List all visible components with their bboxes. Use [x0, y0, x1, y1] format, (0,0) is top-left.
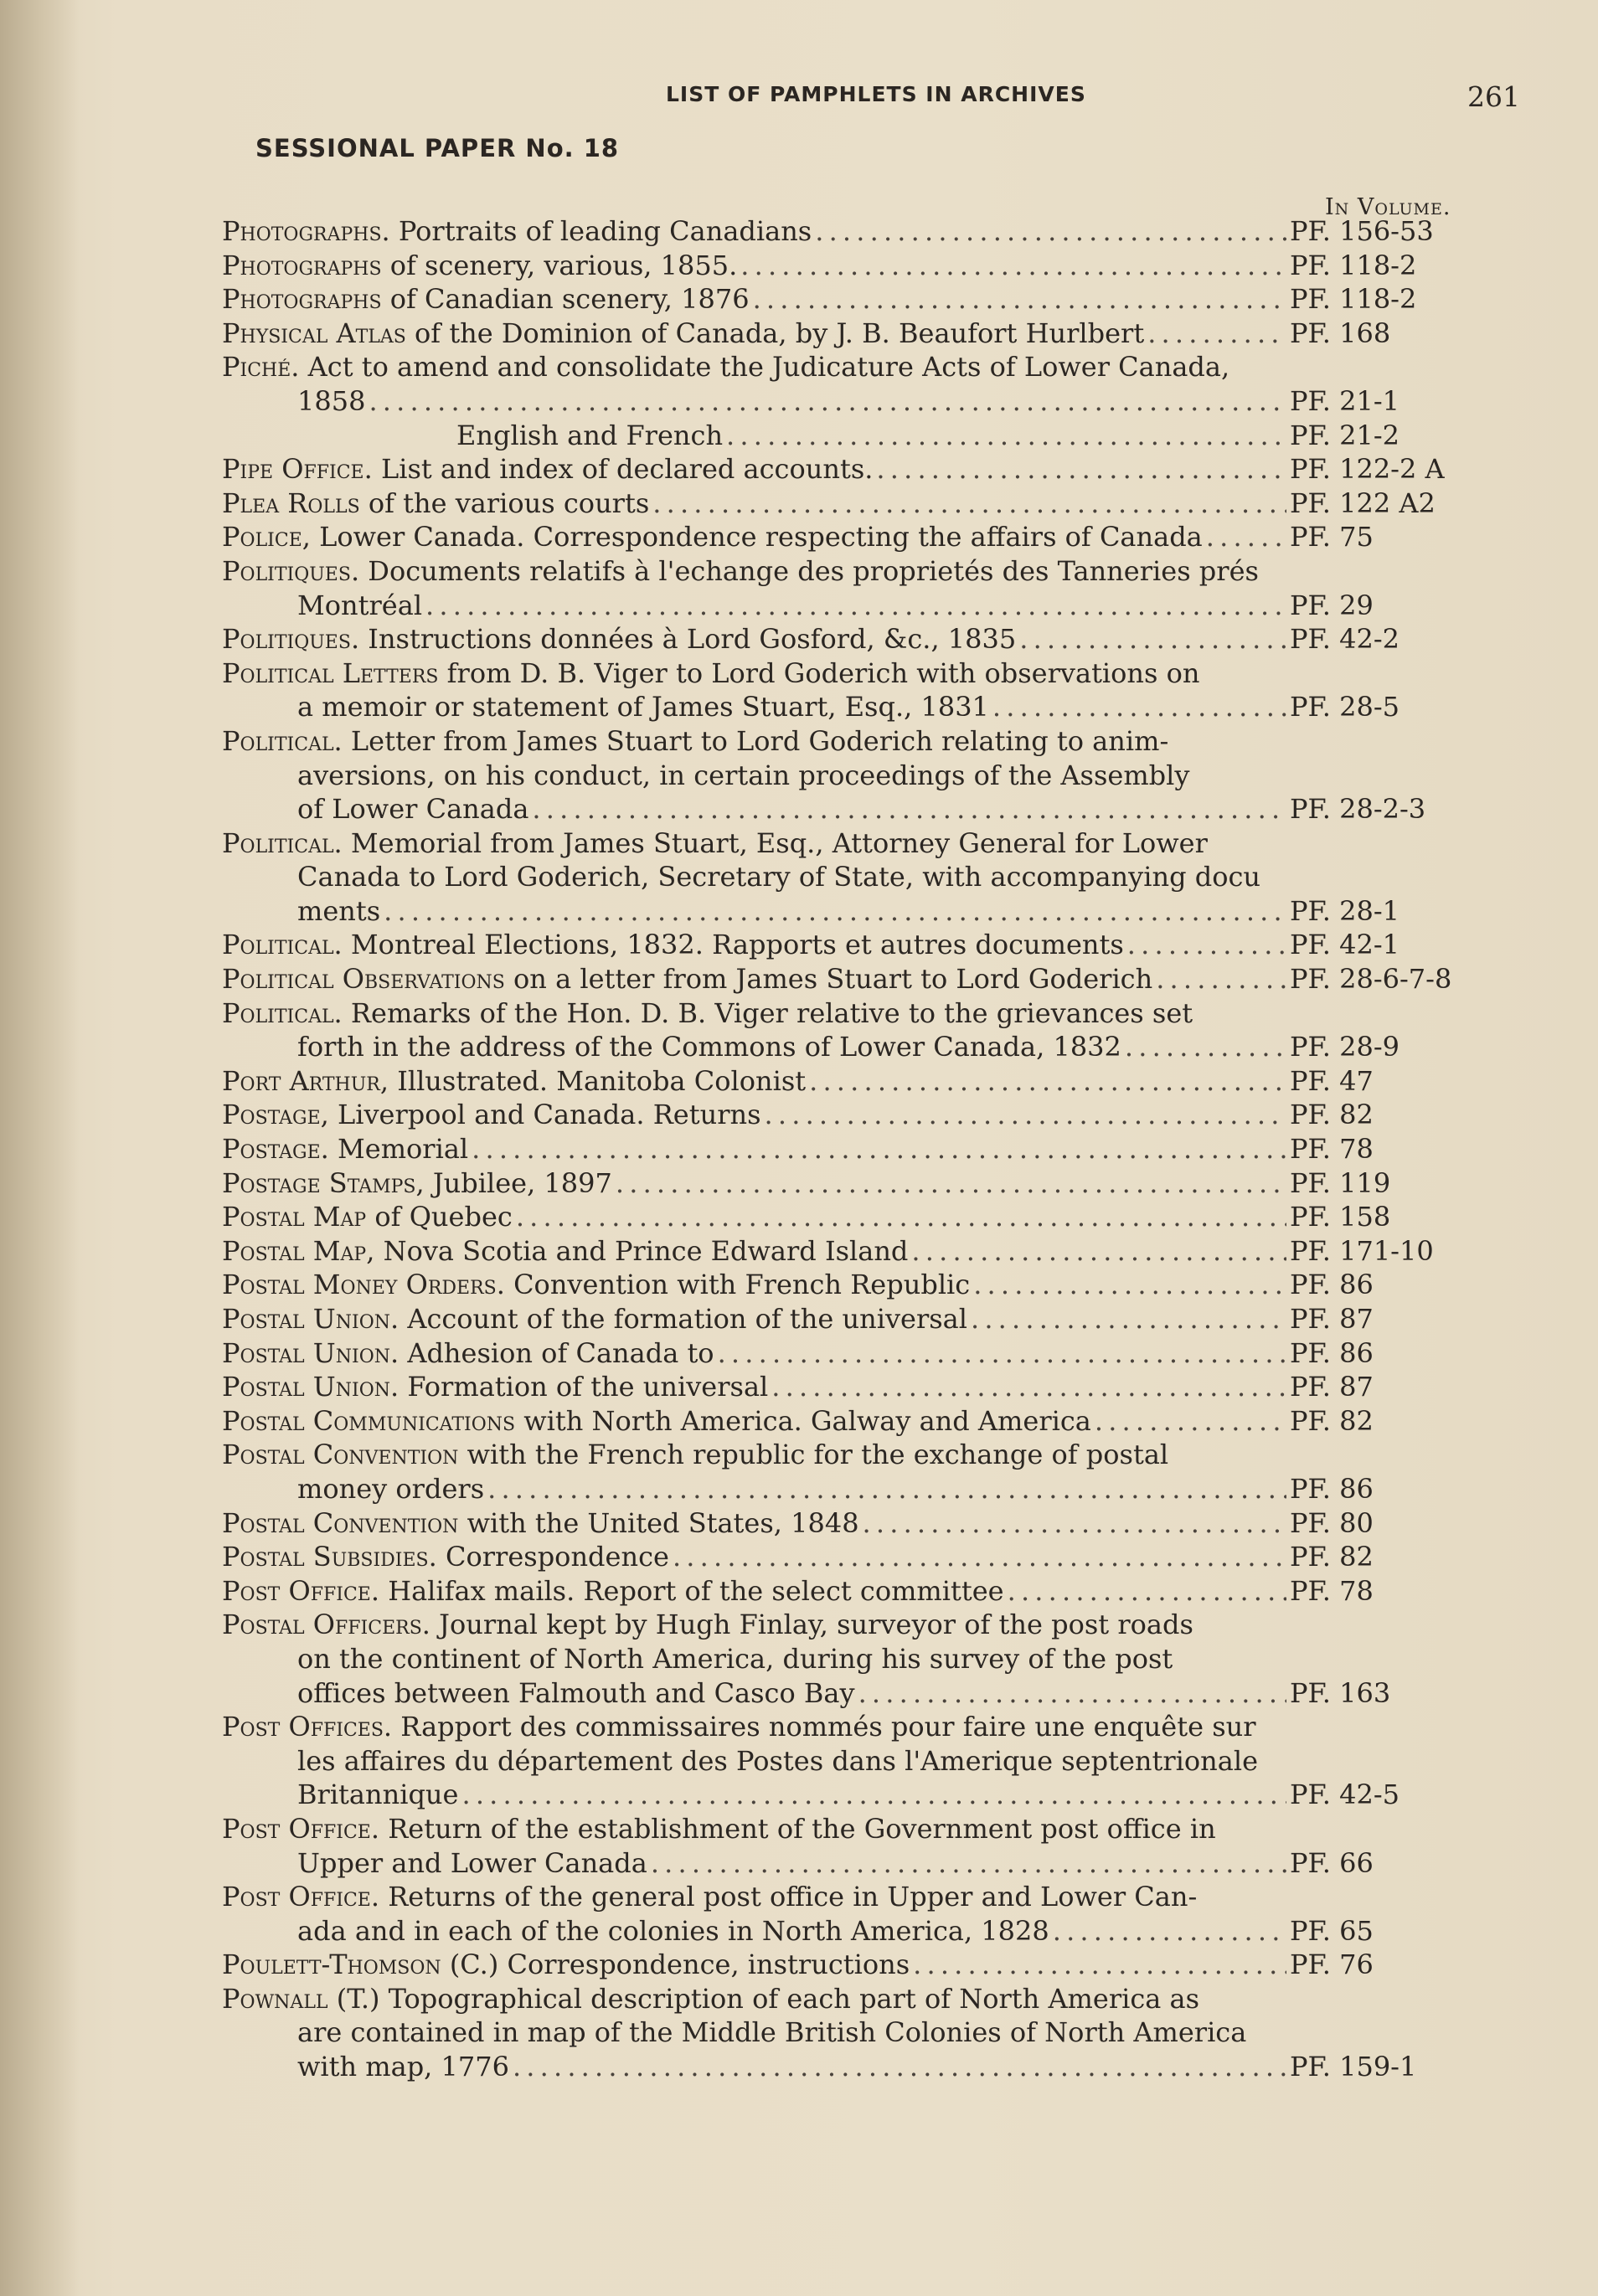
- volume-reference: PF. 42-1: [1290, 929, 1400, 961]
- entry-line: [222, 928, 1508, 962]
- list-entry: [222, 1812, 1508, 1880]
- entry-heading: Political Observations: [222, 963, 505, 996]
- volume-reference: PF. 29: [1290, 589, 1374, 621]
- list-entry: [222, 419, 1508, 453]
- volume-reference: PF. 42-5: [1290, 1779, 1400, 1811]
- pamphlet-list: [222, 214, 1508, 2084]
- entry-text: Montréal: [297, 589, 423, 621]
- entry-text: Halifax mails. Report of the select committee: [379, 1574, 1004, 1607]
- entry-text: Canada to Lord Goderich, Secretary of State, with accompanying docu: [297, 861, 1261, 893]
- entry-line: [222, 996, 1508, 1031]
- page-number: 261: [1467, 80, 1520, 113]
- list-entry: [222, 1506, 1508, 1541]
- entry-text: of Quebec: [366, 1201, 513, 1233]
- entry-line: [222, 1608, 1508, 1642]
- entry-text: Illustrated. Manitoba Colonist: [389, 1064, 807, 1097]
- volume-reference: PF. 119: [1290, 1166, 1391, 1199]
- entry-text: Memorial from James Stuart, Esq., Attorney General for Lower: [342, 826, 1208, 859]
- volume-reference: PF. 158: [1290, 1201, 1391, 1233]
- entry-text: Nova Scotia and Prince Edward Island: [374, 1234, 909, 1267]
- entry-line: [222, 1132, 1508, 1166]
- list-entry: [222, 317, 1508, 351]
- entry-heading: Politiques.: [222, 554, 360, 587]
- entry-text: of the Dominion of Canada, by J. B. Beaufort Hurlbert: [405, 317, 1145, 349]
- dot-leader: [973, 1268, 1286, 1302]
- entry-line: [222, 486, 1508, 521]
- volume-reference: PF. 66: [1290, 1846, 1374, 1879]
- volume-reference: PF. 21-2: [1290, 419, 1400, 451]
- entry-heading: Postal Subsidies.: [222, 1541, 437, 1573]
- volume-reference: PF. 118-2: [1290, 283, 1417, 316]
- entry-heading: Post Office.: [222, 1574, 380, 1607]
- dot-leader: [858, 1676, 1286, 1711]
- dot-leader: [1156, 962, 1286, 996]
- entry-line: [222, 826, 1508, 861]
- entry-text: with the United States, 1848: [458, 1506, 859, 1539]
- entry-text: les affaires du département des Postes dans l'Amerique septentrionale: [297, 1744, 1258, 1777]
- volume-reference: PF. 28-6-7-8: [1290, 963, 1452, 996]
- entry-heading: Photographs.: [222, 215, 390, 247]
- entry-heading: Postal Officers.: [222, 1609, 430, 1641]
- dot-leader: [673, 1540, 1286, 1574]
- list-entry: [222, 1982, 1508, 2084]
- entry-line: [222, 690, 1508, 724]
- entry-heading: Postal Union.: [222, 1303, 400, 1335]
- entry-heading: Post Office.: [222, 1812, 380, 1845]
- volume-reference: PF. 86: [1290, 1336, 1374, 1369]
- entry-line: [222, 1472, 1508, 1506]
- entry-line: [222, 1846, 1508, 1881]
- entry-heading: Poulett-Thomson (C.): [222, 1949, 499, 1981]
- dot-leader: [1147, 317, 1286, 351]
- volume-reference: PF. 42-2: [1290, 623, 1400, 656]
- volume-reference: PF. 171-10: [1290, 1234, 1434, 1267]
- dot-leader: [532, 792, 1286, 826]
- entry-heading: Post Office.: [222, 1881, 380, 1913]
- entry-text: ments: [297, 894, 381, 927]
- entry-line: [222, 656, 1508, 691]
- entry-line: [222, 384, 1508, 419]
- dot-leader: [425, 589, 1286, 623]
- entry-line: [222, 1030, 1508, 1064]
- entry-line: [222, 589, 1508, 623]
- volume-reference: PF. 28-5: [1290, 691, 1400, 723]
- entry-line: [222, 419, 1508, 453]
- list-entry: [222, 1608, 1508, 1710]
- entry-heading: Photographs: [222, 249, 382, 281]
- entry-text: of Lower Canada: [297, 793, 529, 826]
- dot-leader: [1008, 1574, 1286, 1609]
- list-entry: [222, 1302, 1508, 1336]
- volume-reference: PF. 122 A2: [1290, 486, 1436, 519]
- entry-text: money orders: [297, 1472, 485, 1505]
- entry-text: List and index of declared accounts.: [372, 453, 874, 486]
- entry-heading: Political.: [222, 929, 343, 961]
- list-entry: [222, 1132, 1508, 1166]
- dot-leader: [911, 1234, 1286, 1269]
- entry-heading: Postal Convention: [222, 1506, 459, 1539]
- entry-line: [222, 622, 1508, 656]
- entry-heading: Postal Communications: [222, 1404, 516, 1437]
- entry-line: [222, 1710, 1508, 1744]
- entry-text: Memorial: [328, 1133, 469, 1166]
- entry-line: [222, 860, 1508, 894]
- entry-heading: Politiques.: [222, 623, 360, 656]
- entry-text: with map, 1776: [297, 2051, 509, 2083]
- volume-reference: PF. 122-2 A: [1290, 453, 1445, 486]
- dot-leader: [472, 1132, 1286, 1166]
- entry-heading: Port Arthur,: [222, 1064, 389, 1097]
- volume-reference: PF. 76: [1290, 1949, 1374, 1981]
- dot-leader: [652, 486, 1286, 521]
- volume-reference: PF. 82: [1290, 1404, 1374, 1437]
- in-volume-column-heading: In Volume.: [1325, 194, 1451, 220]
- entry-text: Topographical description of each part of North America as: [379, 1982, 1200, 2015]
- entry-text: Jubilee, 1897: [424, 1166, 612, 1199]
- entry-text: of Canadian scenery, 1876: [381, 283, 750, 316]
- entry-line: [222, 1642, 1508, 1676]
- running-head: LIST OF PAMPHLETS IN ARCHIVES: [666, 82, 1086, 106]
- list-entry: [222, 282, 1508, 317]
- entry-line: [222, 759, 1508, 793]
- volume-reference: PF. 28-1: [1290, 894, 1400, 927]
- dot-leader: [513, 2050, 1286, 2084]
- entry-line: [222, 1676, 1508, 1711]
- entry-heading: Postal Money Orders.: [222, 1269, 505, 1301]
- list-entry: [222, 1574, 1508, 1609]
- entry-text: on a letter from James Stuart to Lord Goderich: [504, 963, 1153, 996]
- entry-heading: Postal Union.: [222, 1336, 400, 1369]
- volume-reference: PF. 87: [1290, 1371, 1374, 1403]
- entry-heading: Political.: [222, 996, 343, 1029]
- entry-text: Upper and Lower Canada: [297, 1846, 647, 1879]
- dot-leader: [913, 1948, 1286, 1982]
- entry-text: Returns of the general post office in Upper and Lower Can-: [379, 1881, 1198, 1913]
- volume-reference: PF. 168: [1290, 317, 1391, 349]
- entry-heading: Postal Map: [222, 1201, 367, 1233]
- entry-text: Liverpool and Canada. Returns: [328, 1099, 761, 1131]
- sessional-paper-label: SESSIONAL PAPER No. 18: [255, 134, 620, 162]
- volume-reference: PF. 163: [1290, 1676, 1391, 1709]
- entry-heading: Plea Rolls: [222, 486, 360, 519]
- volume-reference: PF. 80: [1290, 1506, 1374, 1539]
- entry-heading: Piché.: [222, 351, 300, 384]
- entry-text: English and French: [456, 419, 724, 451]
- entry-text: from D. B. Viger to Lord Goderich with observations on: [438, 656, 1200, 689]
- entry-line: [222, 1336, 1508, 1371]
- volume-reference: PF. 156-53: [1290, 215, 1434, 247]
- entry-line: [222, 350, 1508, 384]
- entry-text: Act to amend and consolidate the Judicature Acts of Lower Canada,: [299, 351, 1230, 384]
- entry-heading: Police,: [222, 521, 311, 553]
- entry-line: [222, 1064, 1508, 1099]
- entry-text: Rapport des commissaires nommés pour faire une enquête sur: [392, 1711, 1256, 1743]
- dot-leader: [616, 1166, 1286, 1201]
- entry-text: of scenery, various, 1855.: [381, 249, 738, 281]
- list-entry: [222, 1540, 1508, 1574]
- entry-line: [222, 1880, 1508, 1914]
- list-entry: [222, 1166, 1508, 1201]
- entry-line: [222, 1914, 1508, 1949]
- entry-heading: Political.: [222, 724, 343, 757]
- volume-reference: PF. 65: [1290, 1914, 1374, 1947]
- entry-line: [222, 317, 1508, 351]
- volume-reference: PF. 75: [1290, 521, 1374, 553]
- volume-reference: PF. 86: [1290, 1269, 1374, 1301]
- volume-reference: PF. 78: [1290, 1574, 1374, 1607]
- dot-leader: [516, 1200, 1286, 1234]
- entry-text: of the various courts: [359, 486, 650, 519]
- list-entry: [222, 1064, 1508, 1099]
- book-gutter: [0, 0, 80, 2296]
- entry-heading: Political.: [222, 826, 343, 859]
- volume-reference: PF. 78: [1290, 1133, 1374, 1166]
- entry-heading: Pownall (T.): [222, 1982, 380, 2015]
- entry-line: [222, 1268, 1508, 1302]
- list-entry: [222, 1948, 1508, 1982]
- list-entry: [222, 520, 1508, 554]
- list-entry: [222, 1370, 1508, 1404]
- dot-leader: [771, 1370, 1286, 1404]
- entry-line: [222, 1574, 1508, 1609]
- entry-line: [222, 1404, 1508, 1439]
- list-entry: [222, 1098, 1508, 1132]
- volume-reference: PF. 21-1: [1290, 384, 1400, 417]
- entry-heading: Postage Stamps,: [222, 1166, 425, 1199]
- entry-line: [222, 1778, 1508, 1812]
- dot-leader: [863, 1506, 1286, 1541]
- volume-reference: PF. 159-1: [1290, 2051, 1417, 2083]
- entry-text: Instructions données à Lord Gosford, &c., 1835: [359, 623, 1017, 656]
- entry-text: Return of the establishment of the Government post office in: [379, 1812, 1216, 1845]
- entry-heading: Postal Union.: [222, 1371, 400, 1403]
- list-entry: [222, 656, 1508, 724]
- entry-text: offices between Falmouth and Casco Bay: [297, 1676, 855, 1709]
- dot-leader: [651, 1846, 1286, 1881]
- entry-line: [222, 1506, 1508, 1541]
- entry-line: [222, 2015, 1508, 2050]
- list-entry: [222, 928, 1508, 962]
- dot-leader: [461, 1778, 1286, 1812]
- entry-line: [222, 1744, 1508, 1779]
- dot-leader: [992, 690, 1286, 724]
- list-entry: [222, 1234, 1508, 1269]
- entry-line: [222, 1948, 1508, 1982]
- dot-leader: [815, 214, 1286, 249]
- dot-leader: [809, 1064, 1286, 1099]
- entry-heading: Postal Map,: [222, 1234, 375, 1267]
- volume-reference: PF. 118-2: [1290, 249, 1417, 281]
- entry-text: Journal kept by Hugh Finlay, surveyor of the post roads: [430, 1609, 1193, 1641]
- list-entry: [222, 214, 1508, 249]
- entry-text: Convention with French Republic: [504, 1269, 971, 1301]
- volume-reference: PF. 86: [1290, 1472, 1374, 1505]
- dot-leader: [1053, 1914, 1286, 1949]
- volume-reference: PF. 82: [1290, 1099, 1374, 1131]
- entry-heading: Pipe Office.: [222, 453, 373, 486]
- entry-line: [222, 214, 1508, 249]
- entry-line: [222, 1200, 1508, 1234]
- entry-heading: Postage,: [222, 1099, 329, 1131]
- entry-text: Account of the formation of the universal: [399, 1303, 967, 1335]
- list-entry: [222, 622, 1508, 656]
- list-entry: [222, 724, 1508, 826]
- list-entry: [222, 1710, 1508, 1812]
- entry-text: are contained in map of the Middle British Colonies of North America: [297, 2016, 1247, 2049]
- dot-leader: [369, 384, 1286, 419]
- dot-leader: [1125, 1030, 1286, 1064]
- volume-reference: PF. 82: [1290, 1541, 1374, 1573]
- dot-leader: [1095, 1404, 1286, 1439]
- entry-heading: Physical Atlas: [222, 317, 406, 349]
- volume-reference: PF. 28-9: [1290, 1031, 1400, 1063]
- dot-leader: [726, 419, 1286, 453]
- entry-heading: Postal Convention: [222, 1439, 459, 1471]
- dot-leader: [1019, 622, 1286, 656]
- list-entry: [222, 1438, 1508, 1506]
- list-entry: [222, 826, 1508, 929]
- volume-reference: PF. 47: [1290, 1064, 1374, 1097]
- entry-line: [222, 554, 1508, 589]
- entry-text: Britannique: [297, 1779, 459, 1811]
- entry-text: Portraits of leading Canadians: [389, 215, 812, 247]
- entry-text: a memoir or statement of James Stuart, Esq., 1831: [297, 691, 989, 723]
- entry-line: [222, 1812, 1508, 1846]
- entry-line: [222, 1982, 1508, 2016]
- list-entry: [222, 962, 1508, 996]
- dot-leader: [487, 1472, 1286, 1506]
- entry-text: with the French republic for the exchange of postal: [458, 1439, 1169, 1471]
- list-entry: [222, 1268, 1508, 1302]
- entry-text: Letter from James Stuart to Lord Goderich relating to anim-: [342, 724, 1169, 757]
- dot-leader: [971, 1302, 1286, 1336]
- dot-leader: [718, 1336, 1286, 1371]
- entry-line: [222, 1540, 1508, 1574]
- entry-line: [222, 1438, 1508, 1472]
- entry-line: [222, 792, 1508, 826]
- list-entry: [222, 350, 1508, 418]
- entry-line: [222, 724, 1508, 759]
- volume-reference: PF. 28-2-3: [1290, 793, 1426, 826]
- dot-leader: [384, 894, 1286, 929]
- entry-heading: Political Letters: [222, 656, 439, 689]
- entry-line: [222, 962, 1508, 996]
- dot-leader: [876, 452, 1286, 486]
- list-entry: [222, 1404, 1508, 1439]
- dot-leader: [753, 282, 1286, 317]
- entry-line: [222, 282, 1508, 317]
- list-entry: [222, 554, 1508, 622]
- entry-text: aversions, on his conduct, in certain proceedings of the Assembly: [297, 759, 1190, 791]
- entry-text: 1858: [297, 384, 366, 417]
- list-entry: [222, 1200, 1508, 1234]
- entry-heading: Photographs: [222, 283, 382, 316]
- entry-text: with North America. Galway and America: [515, 1404, 1091, 1437]
- entry-line: [222, 894, 1508, 929]
- entry-heading: Postage.: [222, 1133, 329, 1166]
- entry-text: Formation of the universal: [399, 1371, 769, 1403]
- entry-text: Documents relatifs à l'echange des proprietés des Tanneries prés: [359, 554, 1259, 587]
- entry-line: [222, 1302, 1508, 1336]
- entry-text: Lower Canada. Correspondence respecting the affairs of Canada: [310, 521, 1203, 553]
- dot-leader: [765, 1098, 1286, 1132]
- entry-line: [222, 452, 1508, 486]
- entry-line: [222, 2050, 1508, 2084]
- list-entry: [222, 1336, 1508, 1371]
- entry-text: Correspondence: [436, 1541, 669, 1573]
- entry-line: [222, 520, 1508, 554]
- list-entry: [222, 1880, 1508, 1948]
- entry-line: [222, 1098, 1508, 1132]
- volume-reference: PF. 87: [1290, 1303, 1374, 1335]
- entry-text: forth in the address of the Commons of Lower Canada, 1832: [297, 1031, 1121, 1063]
- entry-heading: Post Offices.: [222, 1711, 393, 1743]
- entry-text: Adhesion of Canada to: [399, 1336, 714, 1369]
- entry-line: [222, 1370, 1508, 1404]
- list-entry: [222, 249, 1508, 283]
- dot-leader: [1127, 928, 1286, 962]
- entry-line: [222, 249, 1508, 283]
- dot-leader: [1206, 520, 1286, 554]
- dot-leader: [740, 249, 1286, 283]
- list-entry: [222, 452, 1508, 486]
- entry-line: [222, 1166, 1508, 1201]
- entry-text: on the continent of North America, during his survey of the post: [297, 1642, 1173, 1675]
- list-entry: [222, 996, 1508, 1064]
- entry-text: Remarks of the Hon. D. B. Viger relative to the grievances set: [342, 996, 1193, 1029]
- entry-text: Montreal Elections, 1832. Rapports et autres documents: [342, 929, 1124, 961]
- entry-line: [222, 1234, 1508, 1269]
- entry-text: Correspondence, instructions: [498, 1949, 910, 1981]
- entry-text: ada and in each of the colonies in North America, 1828: [297, 1914, 1049, 1947]
- list-entry: [222, 486, 1508, 521]
